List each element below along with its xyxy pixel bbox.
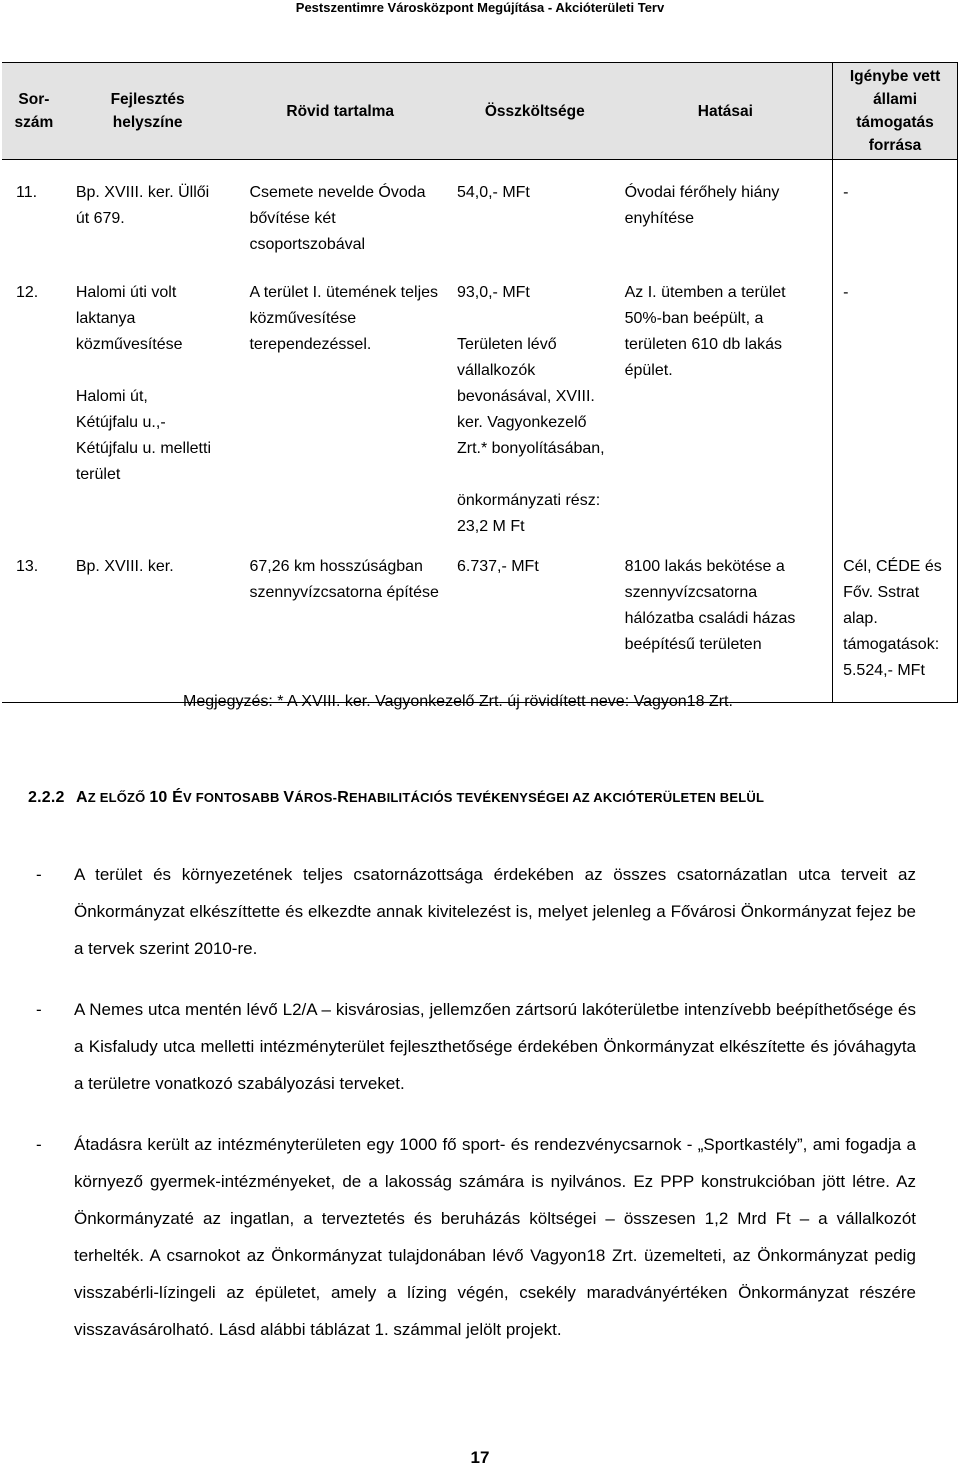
row-support: - [833,174,958,274]
list-item [36,1126,916,1348]
page-number: 17 [470,1448,490,1467]
col-header-rovid-text: Rövid tartalma [286,102,395,120]
title-part: A [76,789,88,806]
col-header-rovid [229,63,451,160]
row-support: Cél, CÉDE és Főv. Sstrat alap. támogatások: 5.524,- MFt [833,548,958,703]
table-header-row [2,63,958,160]
col-header-fejlesztes [66,63,230,160]
projects-table [2,62,958,703]
col-header-sorszam [2,63,66,160]
section-heading [28,786,764,810]
row-effect: Az I. ütemben a terület 50%-ban beépült, a területen 610 db lakás épület. [624,284,786,379]
col-header-sorszam-text: Sor- szám [14,91,54,131]
col-header-igenybe [833,63,958,160]
list-item [36,856,916,967]
row-effect: Óvodai férőhely hiány enyhítése [624,184,780,227]
col-header-osszkoltseg-text: Összköltsége [484,102,585,120]
row-content: A terület I. ütemének teljes közművesítése terependezéssel. [249,284,439,353]
table-row [2,174,958,274]
row-place: Bp. XVIII. ker. Üllői út 679. [75,184,210,227]
row-cost: 93,0,- MFt Területen lévő vállalkozók bevonásával, XVIII. ker. Vagyonkezelő Zrt.* bonyolításában, önkormányzati rész: 23,2 M Ft [456,284,605,535]
row-number: 12. [16,284,39,301]
title-part: V FONTOSABB [183,790,284,805]
title-part: EHABILITÁCIÓS TEVÉKENYSÉGEI AZ AKCIÓTERÜLETEN BELÜL [348,790,765,805]
table-footnote: Megjegyzés: * A XVIII. ker. Vagyonkezelő Zrt. új rövidített neve: Vagyon18 Zrt. [183,693,733,710]
row-place: Bp. XVIII. ker. [66,548,230,703]
col-header-igenybe-text: Igénybe vett állami támogatás forrása [849,68,941,154]
row-content: 67,26 km hosszúságban szennyvízcsatorna építése [229,548,451,703]
document-header: Pestszentimre Városközpont Megújítása - Akcióterületi Terv [295,0,665,15]
title-part: V [283,789,295,806]
title-part: ÁROS- [294,790,338,805]
row-support: - [833,274,958,548]
bullet-dash: - [36,1000,42,1019]
section-number: 2.2.2 [28,789,65,806]
bullet-dash: - [36,1135,42,1154]
col-header-hatasai-text: Hatásai [697,102,753,120]
row-number: 13. [2,548,66,703]
row-cost: 6.737,- MFt [451,548,619,703]
section-title-text [76,789,764,806]
bullet-dash: - [36,865,42,884]
col-header-hatasai [619,63,833,160]
col-header-fejlesztes-text: Fejlesztés helyszíne [110,91,185,131]
row-place: Halomi úti volt laktanya közművesítése Halomi út, Kétújfalu u.,- Kétújfalu u. melletti terület [75,284,211,483]
bullet-text: A terület és környezetének teljes csatornázottsága érdekében az összes csatornázatlan utca terveit az Önkormányzat elkészíttette és elkezdte annak kivitelezést is, melyet jelenleg a Fővárosi Önkormányzat fejez be a tervek szerint 2010-re. [74,865,916,958]
row-number: 11. [16,184,38,201]
row-cost: 54,0,- MFt [456,184,530,201]
bullet-list [36,856,916,1372]
bullet-text: A Nemes utca mentén lévő L2/A – kisvárosias, jellemzően zártsorú lakóterületbe intenzívebb beépíthetősége és a Kisfaludy utca melletti intézményterület fejleszthetősége érdekében Önkormányzat elkészítette és jóváhagyta a területre vonatkozó szabályozási terveket. [74,1000,916,1093]
col-header-osszkoltseg [451,63,619,160]
list-item [36,991,916,1102]
title-part: Z ELŐZŐ [87,790,150,805]
table-row [2,548,958,703]
table-row [2,274,958,548]
bullet-text: Átadásra került az intézményterületen egy 1000 fő sport- és rendezvénycsarnok - „Sportkastély”, ami fogadja a környező gyermek-intézményeket, de a lakosság számára is nyilvános. Ez PPP konstrukcióban jött létre. Az Önkormányzaté az ingatlan, a terveztetés és beruházás költségei – összesen 1,2 Mrd Ft – a vállalkozót terhelték. A csarnokot az Önkormányzat tulajdonában lévő Vagyon18 Zrt. üzemelteti, az Önkormányzat pedig visszabérli-lízingeli az épületet, amely a lízing végén, csekély maradványértéken Önkormányzat részére visszavásárolható. Lásd alábbi táblázat 1. számmal jelölt projekt. [74,1135,916,1339]
row-content: Csemete nevelde Óvoda bővítése két csoportszobával [249,184,426,253]
title-part: R [337,789,349,806]
row-effect: 8100 lakás bekötése a szennyvízcsatorna hálózatba családi házas beépítésű területen [619,548,833,703]
title-part: 10 É [149,789,184,806]
